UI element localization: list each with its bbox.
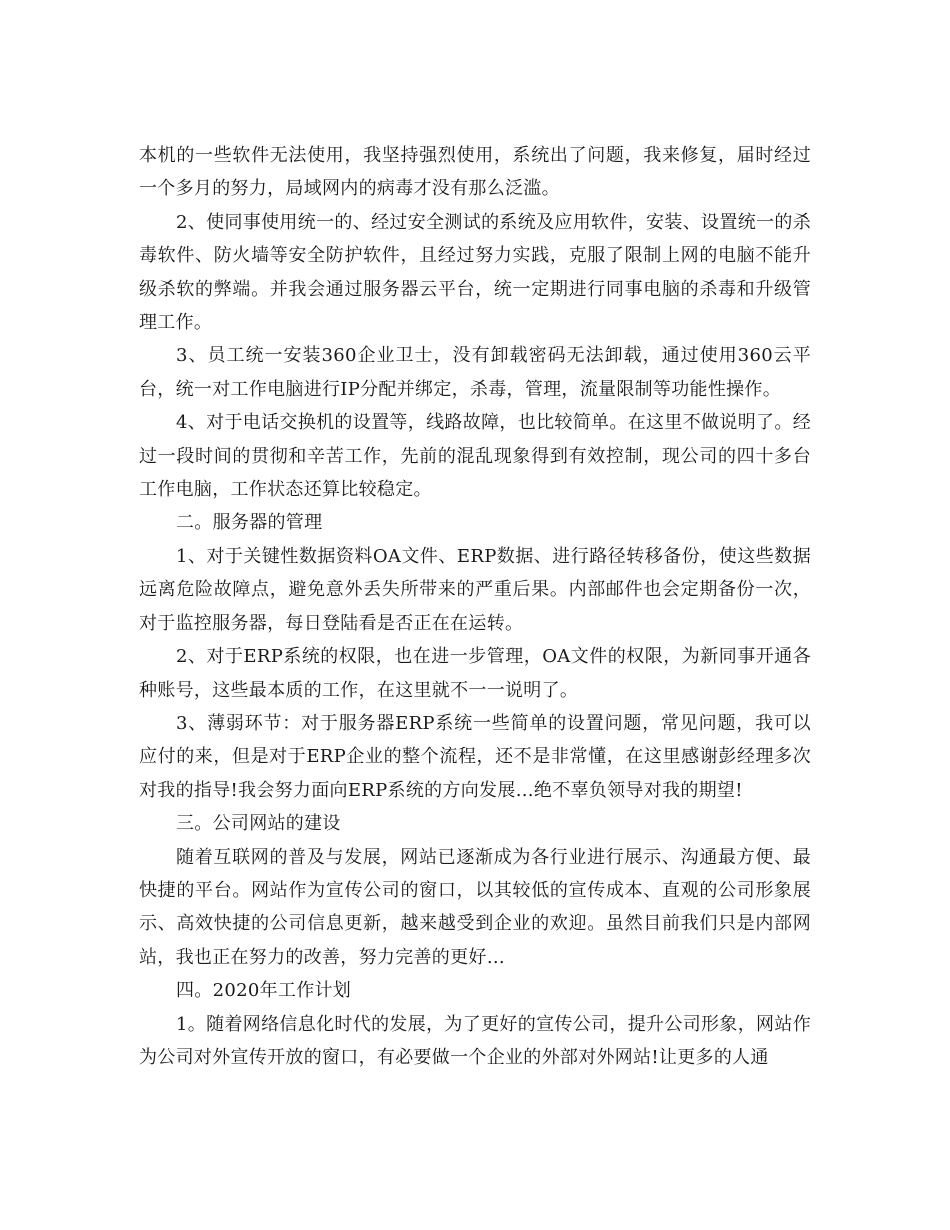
paragraph-telephone-exchange: 4、对于电话交换机的设置等，线路故障，也比较简单。在这里不做说明了。经过一段时间的贯彻和辛苦工作，先前的混乱现象得到有效控制，现公司的四十多台工作电脑，工作状态还算比较稳定。 — [139, 412, 811, 501]
paragraph-360-enterprise-guard: 3、员工统一安装360企业卫士，没有卸载密码无法卸载，通过使用360云平台，统一对工作电脑进行IP分配并绑定，杀毒，管理，流量限制等功能性操作。 — [139, 345, 811, 400]
paragraph-data-backup: 1、对于关键性数据资料OA文件、ERP数据、进行路径转移备份，使这些数据远离危险故障点，避免意外丢失所带来的严重后果。内部邮件也会定期备份一次，对于监控服务器，每日登陆看是否正在在运转。 — [139, 545, 811, 634]
paragraph-external-website-plan: 1。随着网络信息化时代的发展，为了更好的宣传公司，提升公司形象，网站作为公司对外宣传开放的窗口，有必要做一个企业的外部对外网站!让更多的人通 — [139, 1013, 811, 1068]
heading-website-construction: 三。公司网站的建设 — [176, 813, 341, 835]
heading-server-management: 二。服务器的管理 — [176, 512, 323, 534]
paragraph-unified-software: 2、使同事使用统一的、经过安全测试的系统及应用软件，安装、设置统一的杀毒软件、防火墙等安全防护软件，且经过努力实践，克服了限制上网的电脑不能升级杀软的弊端。并我会通过服务器云平台，统一定期进行同事电脑的杀毒和升级管理工作。 — [139, 211, 811, 334]
heading-work-plan-2020: 四。2020年工作计划 — [176, 980, 352, 1002]
paragraph-weak-points: 3、薄弱环节：对于服务器ERP系统一些简单的设置问题，常见问题，我可以应付的来，但是对于ERP企业的整个流程，还不是非常懂，在这里感谢彭经理多次对我的指导!我会努力面向ERP系统的方向发展…绝不辜负领导对我的期望! — [139, 712, 811, 801]
paragraph-virus-control-end: 本机的一些软件无法使用，我坚持强烈使用，系统出了问题，我来修复，届时经过一个多月的努力，局域网内的病毒才没有那么泛滥。 — [139, 145, 811, 200]
document-body — [139, 139, 811, 1074]
paragraph-website-importance: 随着互联网的普及与发展，网站已逐渐成为各行业进行展示、沟通最方便、最快捷的平台。网站作为宣传公司的窗口，以其较低的宣传成本、直观的公司形象展示、高效快捷的公司信息更新，越来越受到企业的欢迎。虽然目前我们只是内部网站，我也正在努力的改善，努力完善的更好… — [139, 846, 811, 968]
paragraph-erp-permissions: 2、对于ERP系统的权限，也在进一步管理，OA文件的权限，为新同事开通各种账号，这些最本质的工作，在这里就不一一说明了。 — [139, 646, 811, 701]
